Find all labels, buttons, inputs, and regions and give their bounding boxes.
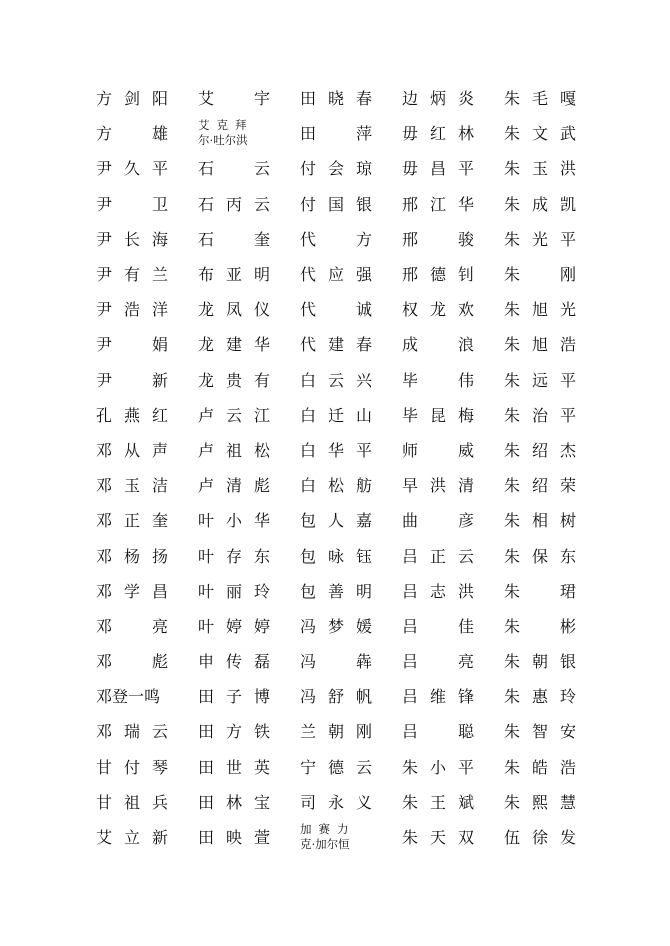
name-cell [402,115,504,150]
name-cell [402,467,504,502]
name-cell [300,150,402,185]
name-text: 邓 杨 扬 [96,546,169,566]
name-cell [300,784,402,819]
name-cell [198,573,300,608]
name-text: 宁 德 云 [300,757,373,777]
name-text: 龙 贵 有 [198,370,271,390]
name-text: 叶 丽 玲 [198,581,271,601]
name-text: 朱 旭 浩 [504,335,577,355]
name-text: 朱 相 树 [504,511,577,531]
name-text: 吕 佳 [402,616,475,636]
name-cell [300,749,402,784]
name-cell [504,186,606,221]
name-cell [198,643,300,678]
name-text: 田 世 英 [198,757,271,777]
name-cell [504,221,606,256]
name-cell [198,80,300,115]
name-text: 尹 娟 [96,335,169,355]
name-text: 曲 彦 [402,511,475,531]
name-cell [402,678,504,713]
name-cell [96,713,198,748]
name-text: 布 亚 明 [198,265,271,285]
name-cell [96,115,198,150]
name-cell [96,819,198,854]
name-text: 石 云 [198,159,271,179]
name-text: 方 雄 [96,124,169,144]
name-cell [96,256,198,291]
name-text: 朱 保 东 [504,546,577,566]
name-cell [300,186,402,221]
name-text: 朱 小 平 [402,757,475,777]
name-text: 卢 祖 松 [198,440,271,460]
name-cell [504,819,606,854]
name-text: 冯 舒 帆 [300,687,373,707]
name-text: 朱 绍 杰 [504,440,577,460]
name-cell [198,221,300,256]
name-cell [402,150,504,185]
name-cell [198,537,300,572]
name-text: 石 奎 [198,229,271,249]
name-text: 龙 凤 仪 [198,300,271,320]
name-cell [198,432,300,467]
name-cell [96,432,198,467]
name-cell [96,573,198,608]
name-cell [300,502,402,537]
name-text: 卢 云 江 [198,405,271,425]
name-text: 朱 彬 [504,616,577,636]
name-cell [504,362,606,397]
name-text: 冯 梦 媛 [300,616,373,636]
name-cell [402,643,504,678]
name-text: 司 永 义 [300,792,373,812]
name-text: 邓登一鸣 [96,687,161,707]
name-cell [198,115,300,150]
name-text: 朱 熙 慧 [504,792,577,812]
name-cell [300,432,402,467]
name-text: 朱 王 斌 [402,792,475,812]
name-text: 邓 瑞 云 [96,722,169,742]
name-text: 吕 志 洪 [402,581,475,601]
name-cell [402,537,504,572]
name-text: 艾 宇 [198,89,271,109]
name-text: 田 映 萱 [198,828,271,848]
name-text: 白 迁 山 [300,405,373,425]
name-cell [504,326,606,361]
name-text: 石 丙 云 [198,194,271,214]
name-cell [402,573,504,608]
name-text: 田 子 博 [198,687,271,707]
name-cell [504,749,606,784]
name-text: 朱 刚 [504,265,577,285]
name-text: 早 洪 清 [402,476,475,496]
name-cell [96,291,198,326]
name-cell [504,80,606,115]
name-text: 包 咏 钰 [300,546,373,566]
name-cell [300,80,402,115]
name-text: 邓 正 奎 [96,511,169,531]
name-cell [300,678,402,713]
name-cell [198,362,300,397]
name-text: 邓 从 声 [96,440,169,460]
name-text: 方 剑 阳 [96,89,169,109]
name-text: 尹 新 [96,370,169,390]
name-text: 邓 学 昌 [96,581,169,601]
name-text: 朱 惠 玲 [504,687,577,707]
name-text: 田 萍 [300,124,373,144]
name-text: 邢 骏 [402,229,475,249]
name-cell [402,80,504,115]
name-text: 甘 祖 兵 [96,792,169,812]
name-cell [504,502,606,537]
name-cell [402,186,504,221]
name-cell [402,819,504,854]
name-grid [96,80,606,854]
name-cell [300,362,402,397]
name-text: 白 松 舫 [300,476,373,496]
name-text: 权 龙 欢 [402,300,475,320]
name-cell [504,573,606,608]
name-cell [300,256,402,291]
name-text: 冯 犇 [300,652,373,672]
name-cell [504,784,606,819]
name-text: 毕 昆 梅 [402,405,475,425]
name-cell [198,326,300,361]
name-text: 朱 玉 洪 [504,159,577,179]
name-cell [198,713,300,748]
name-text: 尹 卫 [96,194,169,214]
name-cell [300,573,402,608]
name-text: 边 炳 炎 [402,89,475,109]
name-cell [96,678,198,713]
name-text: 吕 聪 [402,722,475,742]
name-cell [96,467,198,502]
name-text: 尹 浩 洋 [96,300,169,320]
name-cell [198,502,300,537]
name-cell [300,326,402,361]
name-cell [198,186,300,221]
name-text: 师 威 [402,440,475,460]
name-cell [96,362,198,397]
name-text: 朱 文 武 [504,124,577,144]
name-cell [300,397,402,432]
name-cell [300,221,402,256]
name-cell [504,678,606,713]
name-text: 邢 江 华 [402,194,475,214]
name-text: 尹 有 兰 [96,265,169,285]
name-cell [402,749,504,784]
name-cell [402,362,504,397]
name-text: 尹 久 平 [96,159,169,179]
name-text: 邓 彪 [96,652,169,672]
name-cell [504,397,606,432]
name-cell [402,784,504,819]
name-cell [402,397,504,432]
name-cell [198,678,300,713]
name-cell [300,713,402,748]
name-cell [96,537,198,572]
name-cell [504,256,606,291]
name-text: 白 华 平 [300,440,373,460]
name-text: 朱 治 平 [504,405,577,425]
name-text: 包 人 嘉 [300,511,373,531]
name-cell [300,819,402,854]
name-cell [96,150,198,185]
name-text: 加赛力 克·加尔恒 [300,821,356,851]
name-text: 孔 燕 红 [96,405,169,425]
name-text: 白 云 兴 [300,370,373,390]
name-cell [504,537,606,572]
name-cell [504,713,606,748]
name-text: 叶 小 华 [198,511,271,531]
name-text: 代 方 [300,229,373,249]
name-text: 朱 天 双 [402,828,475,848]
name-text: 伍 徐 发 [504,828,577,848]
name-cell [402,432,504,467]
name-cell [504,291,606,326]
name-cell [96,643,198,678]
name-cell [300,537,402,572]
name-cell [198,784,300,819]
name-cell [96,80,198,115]
name-cell [198,291,300,326]
name-text: 田 晓 春 [300,89,373,109]
name-cell [198,467,300,502]
name-text: 申 传 磊 [198,652,271,672]
name-text: 朱 绍 荣 [504,476,577,496]
name-cell [402,608,504,643]
name-cell [198,819,300,854]
name-text: 毋 红 林 [402,124,475,144]
name-cell [402,221,504,256]
name-cell [96,326,198,361]
name-cell [504,115,606,150]
name-cell [198,749,300,784]
name-cell [198,150,300,185]
name-cell [402,713,504,748]
name-cell [300,643,402,678]
name-text: 包 善 明 [300,581,373,601]
name-cell [402,502,504,537]
name-cell [300,467,402,502]
name-text: 尹 长 海 [96,229,169,249]
name-text: 付 国 银 [300,194,373,214]
name-text: 付 会 琼 [300,159,373,179]
name-cell [198,608,300,643]
name-text: 吕 正 云 [402,546,475,566]
name-text: 朱 珺 [504,581,577,601]
name-text: 艾克拜 尔·吐尔洪 [198,117,254,147]
name-text: 朱 朝 银 [504,652,577,672]
name-cell [96,397,198,432]
name-text: 代 诚 [300,300,373,320]
name-cell [198,256,300,291]
name-text: 朱 成 凯 [504,194,577,214]
name-text: 代 应 强 [300,265,373,285]
name-cell [402,326,504,361]
name-text: 邓 玉 洁 [96,476,169,496]
name-cell [402,291,504,326]
name-text: 朱 毛 嘎 [504,89,577,109]
name-text: 毕 伟 [402,370,475,390]
name-text: 田 林 宝 [198,792,271,812]
name-cell [96,186,198,221]
name-cell [96,221,198,256]
name-cell [300,291,402,326]
name-text: 吕 亮 [402,652,475,672]
name-text: 毋 昌 平 [402,159,475,179]
name-text: 叶 婷 婷 [198,616,271,636]
name-text: 叶 存 东 [198,546,271,566]
name-cell [96,784,198,819]
name-cell [402,256,504,291]
name-cell [504,150,606,185]
name-text: 艾 立 新 [96,828,169,848]
name-cell [504,643,606,678]
name-cell [96,608,198,643]
name-cell [300,115,402,150]
name-text: 代 建 春 [300,335,373,355]
name-text: 成 浪 [402,335,475,355]
name-cell [504,467,606,502]
name-cell [198,397,300,432]
name-text: 邢 德 钊 [402,265,475,285]
name-text: 朱 旭 光 [504,300,577,320]
name-text: 甘 付 琴 [96,757,169,777]
name-text: 邓 亮 [96,616,169,636]
name-cell [300,608,402,643]
name-cell [504,432,606,467]
name-text: 卢 清 彪 [198,476,271,496]
name-text: 吕 维 锋 [402,687,475,707]
name-text: 朱 光 平 [504,229,577,249]
name-text: 田 方 铁 [198,722,271,742]
name-cell [96,749,198,784]
name-text: 朱 智 安 [504,722,577,742]
name-cell [96,502,198,537]
name-text: 朱 皓 浩 [504,757,577,777]
name-text: 兰 朝 刚 [300,722,373,742]
name-text: 朱 远 平 [504,370,577,390]
name-text: 龙 建 华 [198,335,271,355]
name-cell [504,608,606,643]
